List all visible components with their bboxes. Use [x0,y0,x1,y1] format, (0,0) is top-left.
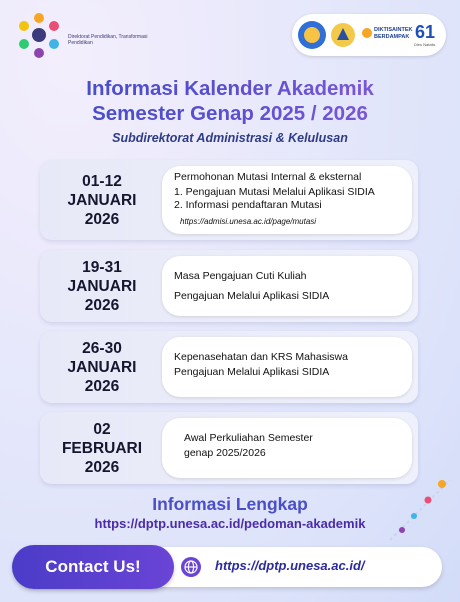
card-info-line: Masa Pengajuan Cuti Kuliah [174,270,307,282]
page-title-line2: Semester Genap 2025 / 2026 [0,101,460,126]
card-date-month: JANUARI [67,277,137,295]
card-info-line: 1. Pengajuan Mutasi Melalui Aplikasi SIDIA [174,186,375,198]
dies-natalis-logo [414,21,438,49]
card-info [162,337,412,397]
card-info-line: Awal Perkuliahan Semester [184,432,313,444]
calendar-card-mutasi [40,160,418,240]
diktisaintek-logo [362,23,413,47]
card-date-month: JANUARI [67,358,137,376]
card-date-month: JANUARI [67,191,137,209]
card-info [162,166,412,234]
flower-logo-icon [14,10,64,62]
card-info-line: 2. Informasi pendaftaran Mutasi [174,199,322,211]
page-title-line1: Informasi Kalender Akademik [0,76,460,101]
directorate-logo [14,10,154,68]
calendar-card-cuti [40,250,418,322]
card-date-year: 2026 [84,296,120,314]
university-emblem-icon [330,22,356,48]
card-date-month: FEBRUARI [61,439,143,457]
card-date-range: 26-30 [82,339,122,357]
more-info-title: Informasi Lengkap [152,494,308,514]
card-date-year: 2026 [84,458,120,476]
card-date-range: 01-12 [82,172,122,190]
mutasi-link[interactable]: https://admisi.unesa.ac.id/page/mutasi [180,217,317,226]
calendar-card-krs [40,331,418,403]
card-date-year: 2026 [84,210,120,228]
website-link[interactable]: https://dptp.unesa.ac.id/ [215,558,365,573]
dies-natalis-number: 61 [415,22,436,42]
globe-icon [180,556,202,578]
page-subtitle: Subdirektorat Administrasi & Kelulusan [112,131,348,145]
card-date [40,250,164,322]
card-info-line: Kepenasehatan dan KRS Mahasiswa [174,351,348,363]
guideline-link[interactable]: https://dptp.unesa.ac.id/pedoman-akademik [94,516,366,531]
card-date-range: 19-31 [82,258,122,276]
card-date-year: 2026 [84,377,120,395]
contact-us-button[interactable]: Contact Us! [12,545,174,589]
card-date [40,160,164,240]
ministry-emblem-icon [298,21,326,49]
card-info [162,256,412,316]
card-info-line: Permohonan Mutasi Internal & eksternal [174,171,362,183]
card-date-range: 02 [93,420,111,438]
card-date [40,331,164,403]
card-info-line: Pengajuan Melalui Aplikasi SIDIA [174,366,330,378]
diktisaintek-text: DIKTISAINTEK BERDAMPAK [374,27,413,40]
card-date [40,412,164,484]
card-info [162,418,412,478]
diktisaintek-dot-icon [362,28,372,38]
card-info-line: Pengajuan Melalui Aplikasi SIDIA [174,290,330,302]
card-info-line: genap 2025/2026 [184,447,266,459]
directorate-logo-label: Direktorat Pendidikan, Transformasi Pendidikan [68,34,148,46]
partner-logos [292,14,446,56]
dies-natalis-label: Dies Natalis [414,42,436,47]
calendar-card-perkuliahan [40,412,418,484]
